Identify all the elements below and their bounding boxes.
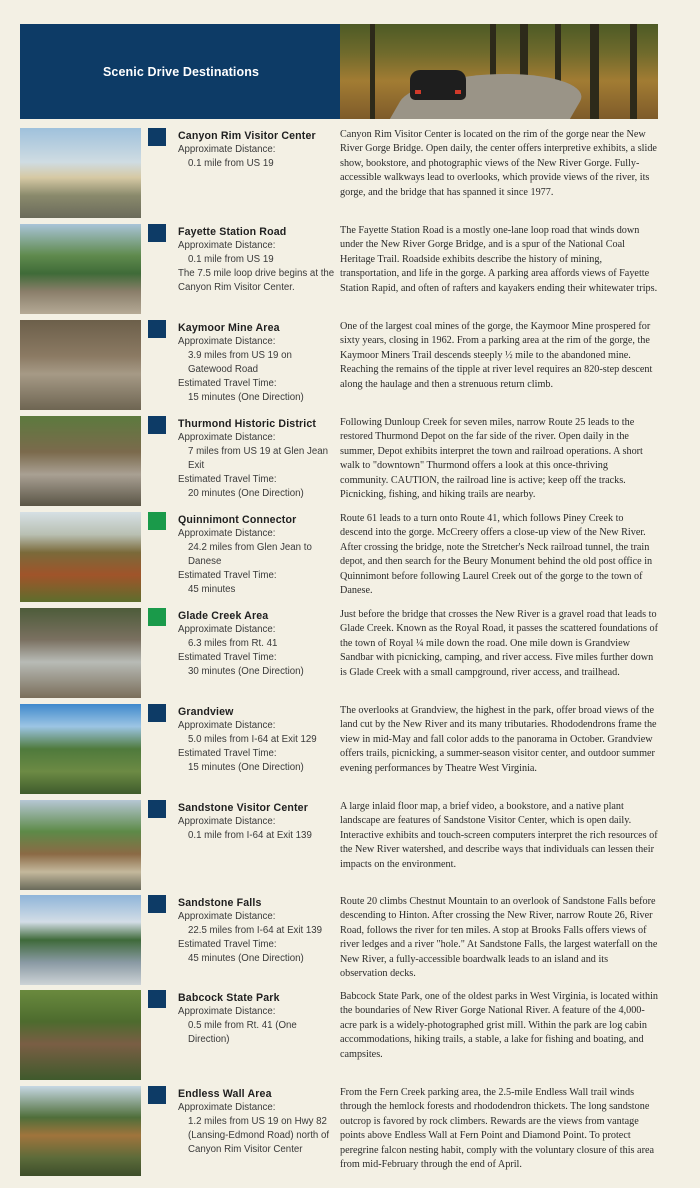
destination-description: The overlooks at Grandview, the highest in the park, offer broad views of the land cut by the New River and its many tributaries. Rhododendrons frame the view in mid-May and fall color adds to the panorama in October. Grandview offers trails, picnicking, a summer-season visitor center, and outdoor summer evening performances by Theatre West Virginia. [340, 705, 657, 774]
info-value: 7 miles from US 19 at Glen Jean Exit [188, 446, 328, 471]
destination-photo [20, 224, 141, 314]
destination-photo [20, 512, 141, 602]
destination-name: Endless Wall Area [178, 1088, 272, 1100]
page-header [20, 24, 658, 119]
destination-name: Babcock State Park [178, 992, 280, 1004]
destination-entry [20, 128, 660, 218]
destination-name: Quinnimont Connector [178, 514, 297, 526]
marker-square-icon [148, 895, 166, 913]
destination-name: Canyon Rim Visitor Center [178, 130, 316, 142]
info-label: Approximate Distance: [178, 528, 276, 539]
destination-description: Canyon Rim Visitor Center is located on the rim of the gorge near the New River Gorge Bridge. Open daily, the center offers interpretive exhibits, a slide show, bookstore, and photographic views of the New River Gorge. Fully-accessible walkways lead to overlooks, which provide views of the river, its gorge, and the bridge that has spanned it since 1977. [340, 129, 657, 198]
info-label: The 7.5 mile loop drive begins at the Canyon Rim Visitor Center. [178, 268, 335, 293]
info-value: 22.5 miles from I-64 at Exit 139 [188, 925, 323, 936]
marker-square-icon [148, 608, 166, 626]
destination-photo [20, 704, 141, 794]
destination-name: Sandstone Falls [178, 897, 262, 909]
info-value: 15 minutes (One Direction) [188, 762, 304, 773]
header-photo-road-car [340, 24, 658, 119]
destination-entry [20, 895, 660, 985]
destination-description: The Fayette Station Road is a mostly one-lane loop road that winds down under the New River Gorge Bridge, and is a spur of the National Coal Heritage Trail. Roadside exhibits describe the history of mining, transportation, and life in the gorge. A parking area affords views of Fayette Station Rapid, and often of rafters and kayakers ending their whitewater trips. [340, 225, 658, 294]
destination-info [178, 513, 338, 597]
destination-name: Kaymoor Mine Area [178, 322, 280, 334]
info-value: 15 minutes (One Direction) [188, 392, 304, 403]
destination-photo [20, 416, 141, 506]
destination-photo [20, 608, 141, 698]
destination-entry [20, 704, 660, 794]
destination-info [178, 417, 338, 501]
info-value: 1.2 miles from US 19 on Hwy 82 (Lansing-Edmond Road) north of Canyon Rim Visitor Center [188, 1116, 330, 1155]
info-value: 45 minutes [188, 584, 236, 595]
destination-info [178, 225, 338, 295]
marker-square-icon [148, 1086, 166, 1104]
destination-entry [20, 320, 660, 410]
destination-description: Route 61 leads to a turn onto Route 41, which follows Piney Creek to descend into the gorge. McCreery offers a close-up view of the New River. After crossing the bridge, note the Stretcher's Neck railroad tunnel, the train depot, and then search for the Beury Monument behind the old post office in Quinnimont before following Laurel Creek out of the gorge to the town of Danese. [340, 513, 653, 597]
destination-info [178, 321, 338, 405]
info-label: Approximate Distance: [178, 720, 276, 731]
destination-photo [20, 128, 141, 218]
destination-entry [20, 1086, 660, 1176]
destination-info [178, 896, 338, 966]
destination-photo [20, 1086, 141, 1176]
destination-entry [20, 608, 660, 698]
info-label: Approximate Distance: [178, 816, 276, 827]
destination-entry [20, 990, 660, 1080]
info-value: 0.1 mile from I-64 at Exit 139 [188, 830, 312, 841]
info-value: 5.0 miles from I-64 at Exit 129 [188, 734, 317, 745]
info-label: Approximate Distance: [178, 432, 276, 443]
info-label: Estimated Travel Time: [178, 474, 277, 485]
info-value: 3.9 miles from US 19 on Gatewood Road [188, 350, 292, 375]
marker-square-icon [148, 800, 166, 818]
destination-photo [20, 895, 141, 985]
destination-info [178, 801, 338, 843]
info-label: Approximate Distance: [178, 336, 276, 347]
destination-description: Following Dunloup Creek for seven miles, narrow Route 25 leads to the restored Thurmond Depot on the far side of the river. Open daily in the summer, Depot exhibits interpret the town and railroad operations. A short walk to "downtown" Thurmond offers a look at this once-thriving community. CAUTION, the railroad line is active; keep off the tracks. Picnicking, fishing, and hiking trails are nearby. [340, 417, 643, 501]
destination-info [178, 705, 338, 775]
destination-description: Route 20 climbs Chestnut Mountain to an overlook of Sandstone Falls before descending to Hinton. After crossing the New River, narrow Route 26, River Road, follows the river for ten miles. A stop at Brooks Falls offers views of river ledges and a river "hole." At Sandstone Falls, the largest waterfall on the New River, a fully-accessible boardwalk leads to an island and its observation decks. [340, 896, 658, 980]
marker-square-icon [148, 704, 166, 722]
destination-name: Thurmond Historic District [178, 418, 317, 430]
marker-square-icon [148, 416, 166, 434]
destination-info [178, 991, 338, 1047]
info-label: Approximate Distance: [178, 240, 276, 251]
destination-photo [20, 320, 141, 410]
marker-square-icon [148, 128, 166, 146]
destination-entry [20, 800, 660, 890]
marker-square-icon [148, 990, 166, 1008]
destination-entry [20, 416, 660, 506]
marker-square-icon [148, 320, 166, 338]
destination-info [178, 609, 338, 679]
info-value: 20 minutes (One Direction) [188, 488, 304, 499]
page-title: Scenic Drive Destinations [20, 24, 340, 119]
info-value: 6.3 miles from Rt. 41 [188, 638, 278, 649]
destination-entry [20, 224, 660, 314]
info-label: Estimated Travel Time: [178, 570, 277, 581]
info-label: Approximate Distance: [178, 1006, 276, 1017]
destination-description: Babcock State Park, one of the oldest parks in West Virginia, is located within the boundaries of New River Gorge National River. A feature of the 4,000-acre park is a widely-photographed grist mill. Within the park are log cabin accommodations, hiking trails, a stable, a lake for fishing and boating, and campsites. [340, 991, 658, 1060]
info-label: Estimated Travel Time: [178, 748, 277, 759]
marker-square-icon [148, 512, 166, 530]
info-label: Approximate Distance: [178, 624, 276, 635]
info-value: 0.5 mile from Rt. 41 (One Direction) [188, 1020, 297, 1045]
destination-entry [20, 512, 660, 602]
info-value: 30 minutes (One Direction) [188, 666, 304, 677]
info-label: Approximate Distance: [178, 911, 276, 922]
info-label: Estimated Travel Time: [178, 378, 277, 389]
marker-square-icon [148, 224, 166, 242]
destination-info [178, 1087, 338, 1157]
destination-name: Glade Creek Area [178, 610, 269, 622]
info-value: 24.2 miles from Glen Jean to Danese [188, 542, 312, 567]
destination-name: Fayette Station Road [178, 226, 287, 238]
destination-info [178, 129, 338, 171]
info-value: 0.1 mile from US 19 [188, 158, 274, 169]
destination-name: Sandstone Visitor Center [178, 802, 308, 814]
info-label: Estimated Travel Time: [178, 939, 277, 950]
info-value: 45 minutes (One Direction) [188, 953, 304, 964]
destination-name: Grandview [178, 706, 234, 718]
destination-description: Just before the bridge that crosses the New River is a gravel road that leads to Glade Creek. Known as the Royal Road, it passes the scattered foundations of the town of Royal ¼ mile down the road. One mile down is Grandview Sandbar with picnicking, camping, and river access. Five miles further down is Glade Creek with a small campground, river access, and trailhead. [340, 609, 658, 678]
destination-photo [20, 800, 141, 890]
destination-description: From the Fern Creek parking area, the 2.5-mile Endless Wall trail winds through the hemlock forests and rhododendron thickets. The long sandstone outcrop is favored by rock climbers. Rewards are the views from vantage points above Endless Wall at Fern Point and Diamond Point. To protect peregrine falcon nesting habit, comply with the voluntary closure of this area from mid-February through the end of April. [340, 1087, 655, 1171]
info-label: Approximate Distance: [178, 144, 276, 155]
info-value: 0.1 mile from US 19 [188, 254, 274, 265]
destination-description: One of the largest coal mines of the gorge, the Kaymoor Mine prospered for sixty years, closing in 1962. From a parking area at the rim of the gorge, the Kaymoor Miners Trail descends steeply ½ mile to the abandoned mine. Reaching the remains of the tipple at river level requires an 820-step descent along the haulage and then a strenuous return climb. [340, 321, 653, 390]
destination-photo [20, 990, 141, 1080]
info-label: Approximate Distance: [178, 1102, 276, 1113]
destination-description: A large inlaid floor map, a brief video, a bookstore, and a native plant landscape are features of Sandstone Visitor Center, which is open daily. Interactive exhibits and touch-screen computers interpret the rich resources of the New River watershed, and describe ways that individuals can lessen their impacts on the environment. [340, 801, 658, 870]
info-label: Estimated Travel Time: [178, 652, 277, 663]
